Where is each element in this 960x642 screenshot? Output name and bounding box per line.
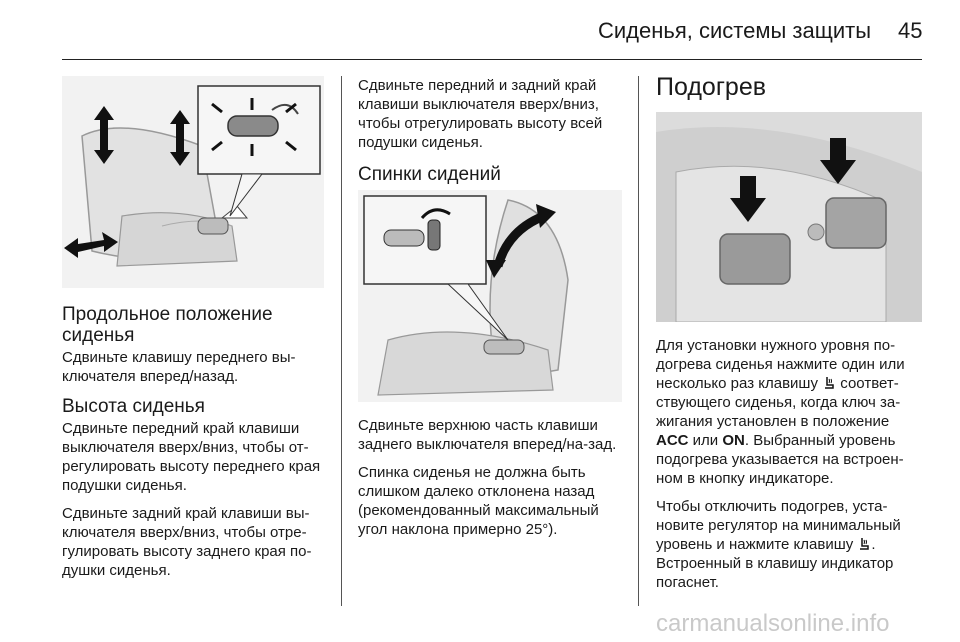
header-rule — [62, 59, 922, 60]
column3-title — [656, 73, 922, 101]
paragraph-fragment: . Выбранный уровень подогрева указывается на встроен-ном в кнопку индикаторе. — [656, 432, 904, 487]
column2-bottom-text — [358, 416, 622, 548]
section-title-height: Высота сиденья — [62, 396, 205, 417]
paragraph: Сдвиньте задний край клавиши вы-ключателя вверх/вниз, чтобы отре-гулировать высоту заднего края по-душки сиденья. — [62, 505, 312, 579]
section-title-longitudinal: Продольное положение сиденья — [62, 304, 273, 346]
page-header — [0, 0, 960, 62]
ignition-acc: ACC — [656, 432, 689, 449]
heating-buttons-illustration — [656, 112, 922, 322]
page-number: 45 — [898, 18, 923, 43]
paragraph-fragment: . Встроенный в клавишу индикатор погаснет. — [656, 536, 894, 591]
paragraph: Сдвиньте верхнюю часть клавиши заднего выключателя вперед/на-зад. — [358, 417, 617, 453]
section-title-heating: Подогрев — [656, 73, 767, 101]
column2-top-text — [358, 76, 622, 185]
seat-heating-icon — [822, 376, 836, 390]
section-title-backrests: Спинки сидений — [358, 164, 501, 185]
paragraph: Сдвиньте передний и задний край клавиши выключателя вверх/вниз, чтобы отрегулировать высоту всей подушки сиденья. — [358, 77, 603, 151]
column-divider-1 — [341, 76, 342, 606]
header-title: Сиденья, системы защиты — [598, 18, 872, 43]
column1-text — [62, 304, 324, 589]
watermark: carmanualsonline.info — [656, 610, 890, 637]
paragraph-fragment: Чтобы отключить подогрев, уста-новите регулятор на минимальный уровень и нажмите клавишу — [656, 498, 901, 553]
paragraph: Сдвиньте клавишу переднего вы-ключателя вперед/назад. — [62, 349, 296, 385]
paragraph — [656, 497, 922, 592]
seat-heating-icon — [857, 537, 871, 551]
backrest-illustration — [358, 190, 622, 402]
paragraph: Сдвиньте передний край клавиши выключателя вверх/вниз, чтобы от-регулировать высоту переднего края подушки сиденья. — [62, 420, 321, 494]
seat-adjust-illustration — [62, 76, 324, 288]
column-divider-2 — [638, 76, 639, 606]
column3-text — [656, 336, 922, 601]
ignition-on: ON — [722, 432, 745, 449]
paragraph: Спинка сиденья не должна быть слишком далеко отклонена назад (рекомендованный максимальный угол наклона примерно 25°). — [358, 464, 599, 538]
paragraph-fragment: соответ-ствующего сиденья, когда ключ за-жигания установлен в положение — [656, 375, 901, 430]
paragraph-fragment: или — [692, 432, 719, 449]
paragraph — [656, 336, 922, 488]
paragraph-fragment: Для установки нужного уровня по-догрева сиденья нажмите один или несколько раз клавишу — [656, 337, 905, 392]
